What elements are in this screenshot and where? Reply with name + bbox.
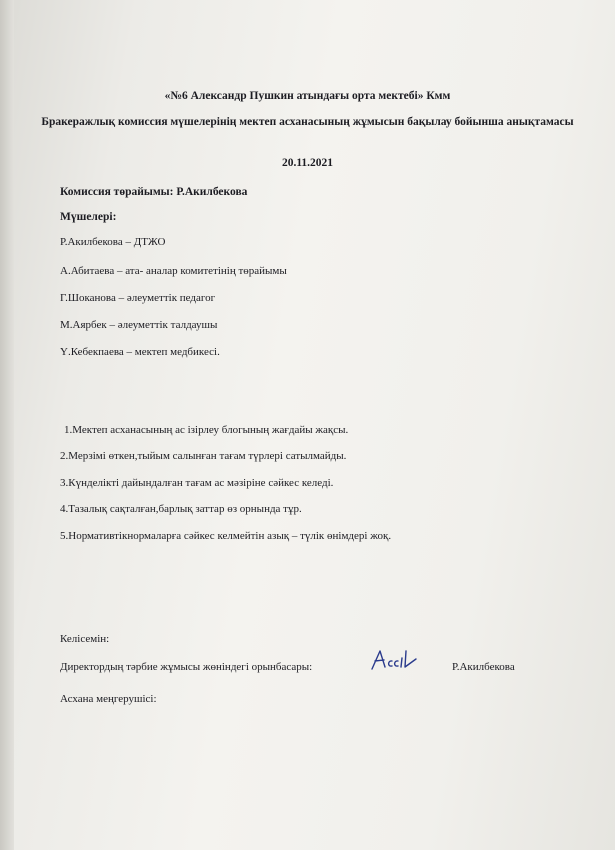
member-item: М.Аярбек – әлеуметтік талдаушы bbox=[60, 319, 218, 331]
commission-chair: Комиссия төрайымы: Р.Акилбекова bbox=[60, 186, 248, 198]
canteen-head-label: Асхана меңгерушісі: bbox=[60, 693, 157, 705]
member-item: Р.Акилбекова – ДТЖО bbox=[60, 236, 166, 248]
deputy-name: Р.Акилбекова bbox=[452, 661, 515, 673]
document-date: 20.11.2021 bbox=[281, 157, 334, 169]
deputy-director-label: Директордың тәрбие жұмысы жөніндегі орынбасары: bbox=[60, 661, 313, 673]
finding-item: 1.Мектеп асханасының ас ізірлеу блогының жағдайы жақсы. bbox=[64, 424, 349, 436]
agreed-label: Келісемін: bbox=[60, 633, 110, 645]
member-item: Ү.Кебекпаева – мектеп медбикесі. bbox=[60, 346, 220, 358]
document-subtitle: Бракеражлық комиссия мүшелерінің мектеп асханасының жұмысын бақылау бойынша анықтамасы bbox=[41, 116, 574, 128]
handwritten-signature bbox=[368, 647, 424, 673]
finding-item: 5.Нормативтікнормаларға сәйкес келмейтін азық – түлік өнімдері жоқ. bbox=[60, 530, 392, 542]
members-heading: Мүшелері: bbox=[60, 211, 117, 223]
member-item: А.Абитаева – ата- аналар комитетінің төрайымы bbox=[60, 265, 287, 277]
member-item: Г.Шоканова – әлеуметтік педагог bbox=[60, 292, 216, 304]
finding-item: 3.Күнделікті дайындалған тағам ас мәзіріне сәйкес келеді. bbox=[60, 477, 334, 489]
finding-item: 2.Мерзімі өткен,тыйым салынған тағам түрлері сатылмайды. bbox=[60, 450, 347, 462]
finding-item: 4.Тазалық сақталған,барлық заттар өз орнында тұр. bbox=[60, 503, 302, 515]
document-title: «№6 Александр Пушкин атындағы орта мектебі» Кмм bbox=[164, 90, 451, 102]
